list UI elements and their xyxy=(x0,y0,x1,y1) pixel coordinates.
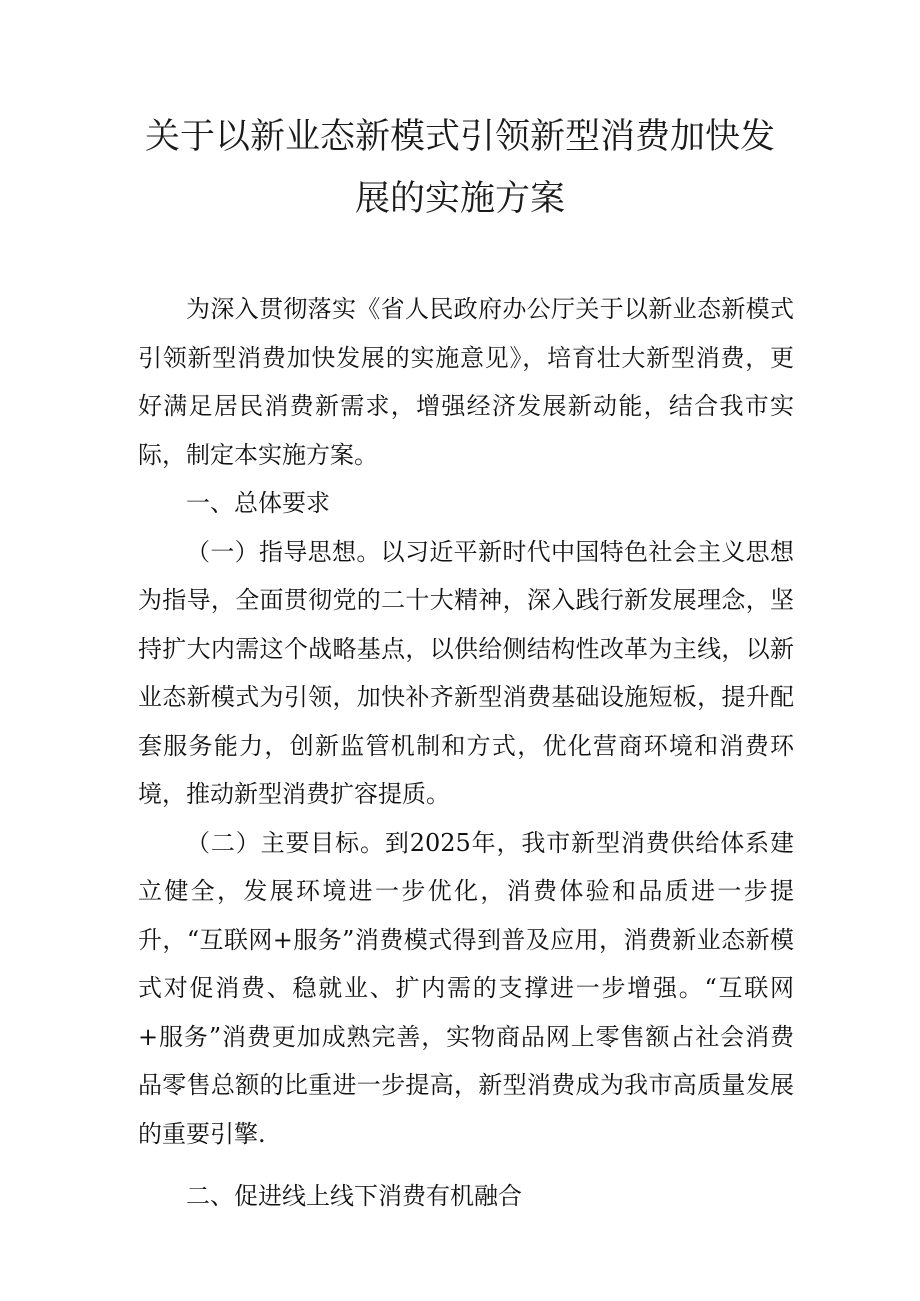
title-line-1: 关于以新业态新模式引领新型消费加快发 xyxy=(144,117,775,157)
document-title xyxy=(140,106,780,230)
title-line-2: 展的实施方案 xyxy=(354,179,565,219)
section-gap xyxy=(138,1158,794,1172)
intro-paragraph: 为深入贯彻落实《省人民政府办公厅关于以新业态新模式引领新型消费加快发展的实施意见》，培育壮大新型消费，更好满足居民消费新需求，增强经济发展新动能，结合我市实际，制定本实施方案。 xyxy=(138,295,794,469)
section-1-heading: 一、总体要求 xyxy=(186,489,330,517)
guiding-thought-paragraph: （一）指导思想。以习近平新时代中国特色社会主义思想为指导，全面贯彻党的二十大精神，深入践行新发展理念，坚持扩大内需这个战略基点，以供给侧结构性改革为主线，以新业态新模式为引领，加快补齐新型消费基础设施短板，提升配套服务能力，创新监管机制和方式，优化营商环境和消费环境，推动新型消费扩容提质。 xyxy=(138,537,794,808)
main-goals-paragraph: （二）主要目标。到2025年，我市新型消费供给体系建立健全，发展环境进一步优化，消费体验和品质进一步提升，“互联网+服务”消费模式得到普及应用，消费新业态新模式对促消费、稳就业、扩内需的支撑进一步增强。“互联网+服务”消费更加成熟完善，实物商品网上零售额占社会消费品零售总额的比重进一步提高，新型消费成为我市高质量发展的重要引擎. xyxy=(138,828,794,1148)
document-body xyxy=(138,285,794,1221)
section-2-heading: 二、促进线上线下消费有机融合 xyxy=(186,1182,522,1210)
